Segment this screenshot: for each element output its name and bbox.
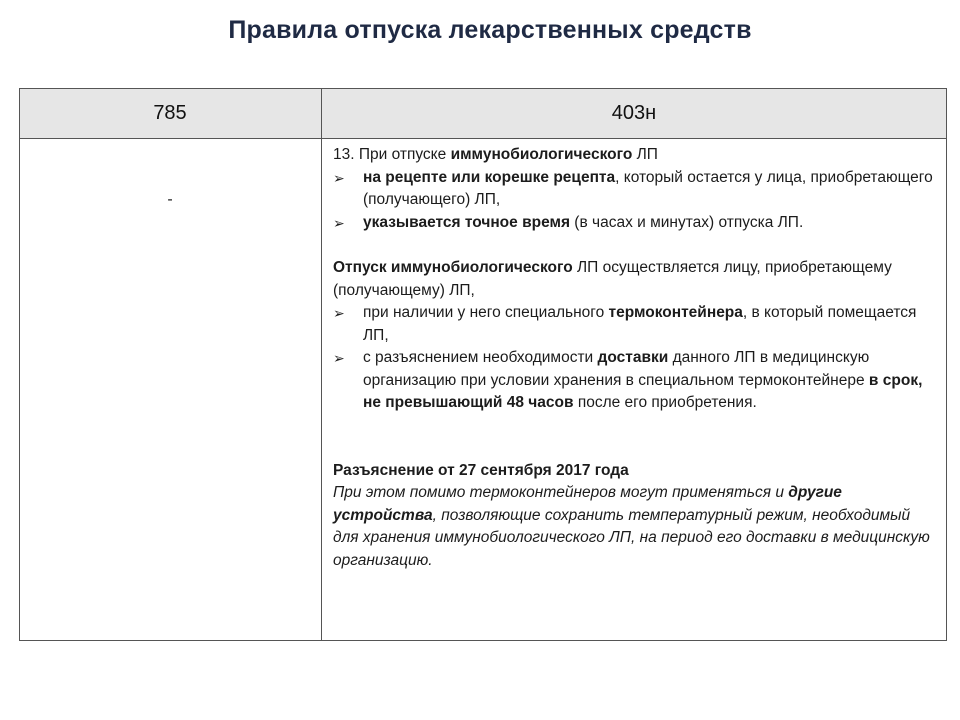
release-paragraph: Отпуск иммунобиологического ЛП осуществляется лицу, приобретающему (получающему) ЛП,: [333, 259, 892, 299]
page-title: Правила отпуска лекарственных средств: [228, 16, 752, 44]
arrowhead-bullet-icon: ➢: [333, 214, 345, 231]
clarification-text: При этом помимо термоконтейнеров могут применяться и другие устройства, позволяющие сохранить температурный режим, необходимый для хранения иммунобиологического ЛП, на период его доставки в медицинскую организацию.: [333, 484, 930, 569]
arrowhead-bullet-icon: ➢: [333, 305, 345, 321]
list-item: ➢ на рецепте или корешке рецепта, который остается у лица, приобретающего (получающего) ЛП,: [333, 168, 933, 208]
column-divider: [321, 89, 322, 640]
list-item: ➢ с разъяснением необходимости доставки данного ЛП в медицинскую организацию при условии хранения в специальном термоконтейнере в срок, не превышающий 48 часов после его приобретения.: [333, 349, 923, 411]
arrowhead-bullet-icon: ➢: [333, 169, 345, 186]
empty-value-dash: -: [167, 191, 173, 208]
item-13-lead: 13. При отпуске иммунобиологического ЛП: [333, 146, 658, 163]
column-header-403n: 403н: [611, 102, 657, 124]
cell-403n: [333, 144, 938, 572]
list-item: ➢ указывается точное время (в часах и минутах) отпуска ЛП.: [333, 212, 938, 235]
arrowhead-bullet-icon: ➢: [333, 350, 345, 366]
cell-785: [20, 139, 320, 209]
column-header-785: 785: [153, 102, 187, 124]
list-item: ➢ при наличии у него специального термоконтейнера, в который помещается ЛП,: [333, 304, 917, 344]
comparison-table: [19, 88, 947, 641]
clarification-heading: Разъяснение от 27 сентября 2017 года: [333, 461, 629, 479]
table-header-row: [20, 89, 946, 139]
